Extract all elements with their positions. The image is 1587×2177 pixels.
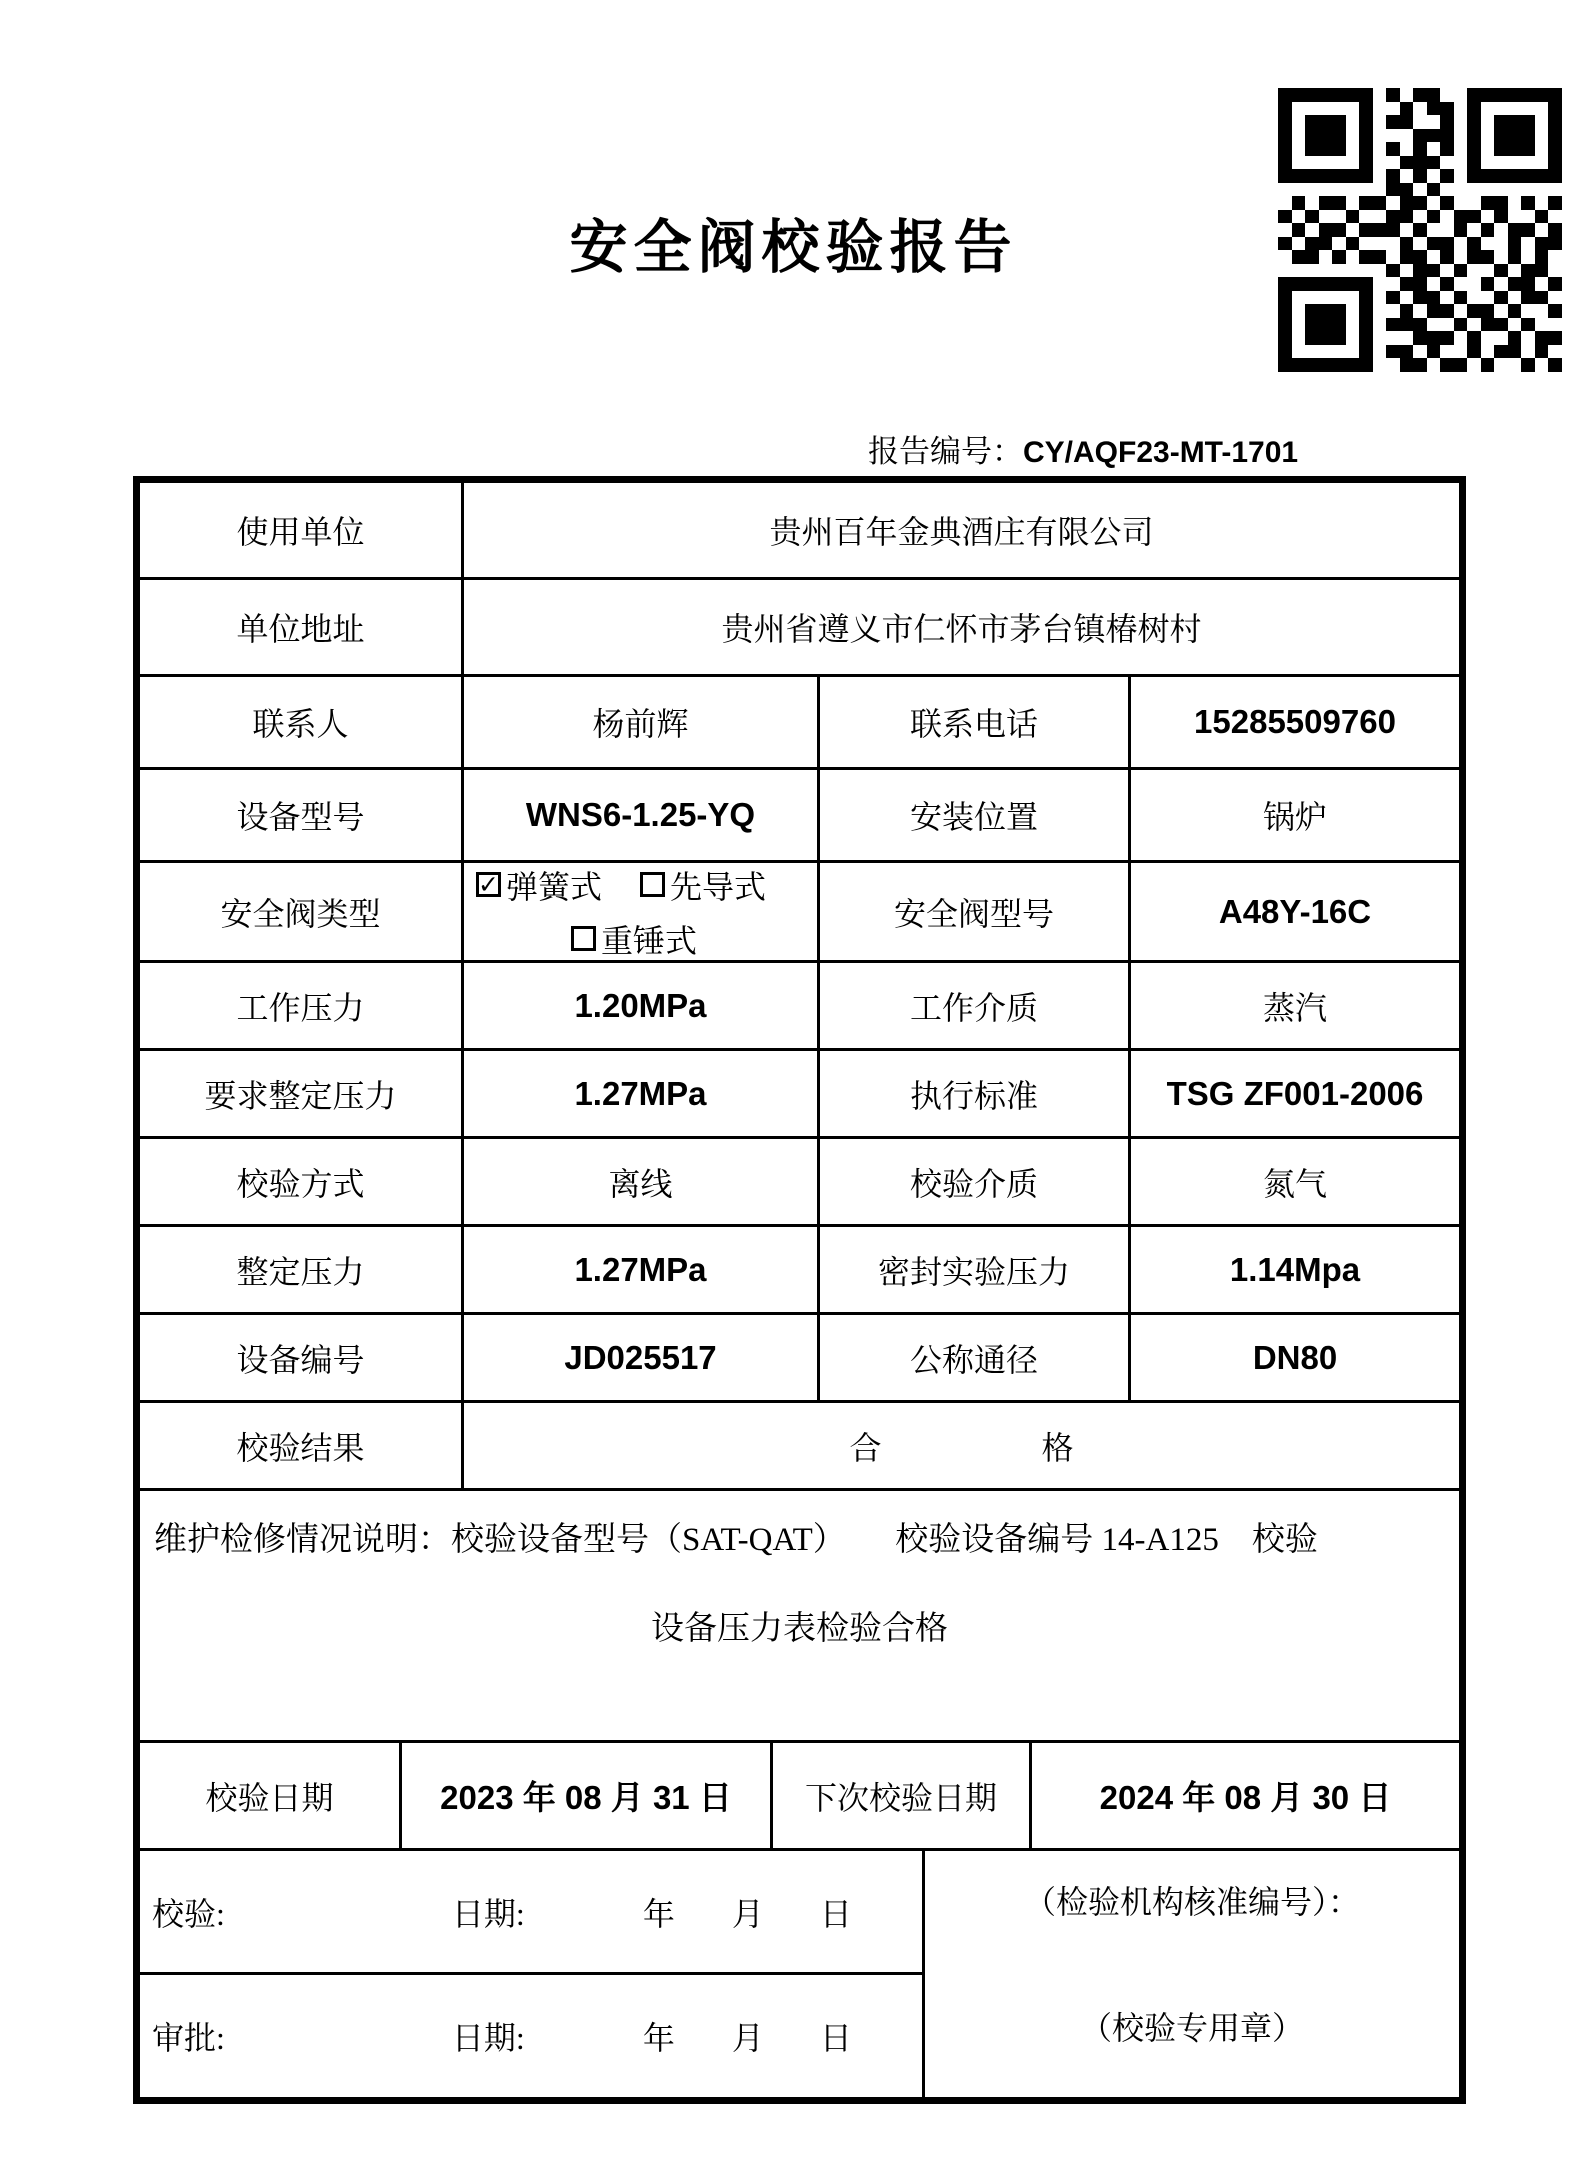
date-label: 日期: [451, 1895, 525, 1932]
field-label-set-pressure: 整定压力 [140, 1227, 464, 1312]
field-label-device-no: 设备编号 [140, 1315, 464, 1400]
calibration-sign-label: 校验: [152, 1895, 225, 1932]
year-label: 年 [642, 2020, 675, 2056]
field-value-unit-address: 贵州省遵义市仁怀市茅台镇椿树村 [721, 611, 1202, 647]
field-label-seal-test-pressure: 密封实验压力 [820, 1227, 1131, 1312]
row-required-set-pressure [140, 1051, 1459, 1139]
field-value-seal-test-pressure: 1.14Mpa [1229, 1250, 1361, 1288]
row-valve-type [140, 863, 1459, 963]
signature-section [140, 1851, 1459, 2097]
field-value-device-no: JD025517 [464, 1315, 820, 1400]
field-value-next-calibration-date: 2024 年 08 月 30 日 [1099, 1779, 1392, 1816]
field-value-install-position: 锅炉 [1262, 799, 1327, 835]
field-label-valve-type: 安全阀类型 [140, 863, 464, 960]
field-value-device-model: WNS6-1.25-YQ [464, 770, 820, 860]
field-value-set-pressure: 1.27MPa [464, 1227, 820, 1312]
row-calibration-date [140, 1743, 1459, 1851]
check-icon: ✓ [478, 870, 499, 899]
report-table [133, 476, 1466, 2104]
field-label-valve-model: 安全阀型号 [820, 863, 1131, 960]
remarks-line2: 设备压力表检验合格 [651, 1611, 948, 1647]
checkbox-weight-label: 重锤式 [601, 922, 698, 959]
field-label-contact: 联系人 [140, 677, 464, 767]
field-label-work-pressure: 工作压力 [140, 963, 464, 1048]
checkbox-weight-box [571, 926, 596, 951]
row-contact [140, 677, 1459, 770]
field-value-contact-phone: 15285509760 [1194, 703, 1396, 740]
field-value-standard: TSG ZF001-2006 [1166, 1074, 1424, 1112]
checkbox-spring-box [476, 872, 501, 897]
field-label-work-medium: 工作介质 [820, 963, 1131, 1048]
valve-type-options [464, 863, 820, 960]
field-value-calibration-date: 2023 年 08 月 31 日 [402, 1743, 773, 1848]
report-number-value: CY/AQF23-MT-1701 [1023, 436, 1299, 469]
signature-calibration-row [140, 1851, 922, 1975]
field-label-required-set-pressure: 要求整定压力 [140, 1051, 464, 1136]
field-label-standard: 执行标准 [820, 1051, 1131, 1136]
row-work-pressure [140, 963, 1459, 1051]
row-result [140, 1403, 1459, 1491]
field-label-install-position: 安装位置 [820, 770, 1131, 860]
remarks-line1: 维护检修情况说明：校验设备型号（SAT-QAT） 校验设备编号 14-A125 校验 [154, 1522, 1318, 1558]
remarks-cell [140, 1513, 1459, 1743]
checkbox-weight-type[interactable] [571, 916, 697, 962]
page-title: 安全阀校验报告 [569, 215, 1018, 280]
field-value-calibration-method: 离线 [464, 1139, 820, 1224]
field-label-unit-address: 单位地址 [140, 580, 464, 674]
field-value-use-unit: 贵州百年金典酒庄有限公司 [769, 514, 1154, 550]
field-value-calibration-medium: 氮气 [1262, 1165, 1327, 1202]
org-approval-number: （检验机构核准编号）： [1023, 1884, 1360, 1920]
checkbox-pilot-type[interactable] [640, 862, 766, 908]
day-label: 日 [819, 2020, 852, 2056]
field-value-valve-model: A48Y-16C [1218, 892, 1372, 930]
field-label-result: 校验结果 [140, 1403, 464, 1488]
field-value-result: 合 格 [849, 1429, 1074, 1466]
field-value-contact: 杨前辉 [464, 677, 820, 767]
checkbox-pilot-label: 先导式 [670, 868, 767, 905]
year-label: 年 [642, 1895, 675, 1932]
row-device-model [140, 770, 1459, 863]
field-label-nominal-diameter: 公称通径 [820, 1315, 1131, 1400]
field-label-device-model: 设备型号 [140, 770, 464, 860]
field-label-next-calibration-date: 下次校验日期 [773, 1743, 1032, 1848]
field-label-calibration-medium: 校验介质 [820, 1139, 1131, 1224]
row-use-unit [140, 483, 1459, 580]
field-label-contact-phone: 联系电话 [820, 677, 1131, 767]
field-label-calibration-method: 校验方式 [140, 1139, 464, 1224]
signature-approval-row [140, 1975, 922, 2097]
row-device-no [140, 1315, 1459, 1403]
field-value-nominal-diameter: DN80 [1252, 1338, 1338, 1376]
approval-sign-label: 审批: [152, 2020, 225, 2056]
checkbox-pilot-box [640, 872, 665, 897]
row-calibration-method [140, 1139, 1459, 1227]
checkbox-spring-type[interactable] [476, 862, 602, 908]
field-value-work-medium: 蒸汽 [1262, 989, 1327, 1026]
date-label: 日期: [451, 2020, 525, 2056]
checkbox-spring-label: 弹簧式 [506, 868, 603, 905]
row-set-pressure [140, 1227, 1459, 1315]
field-label-use-unit: 使用单位 [140, 483, 464, 577]
calibration-seal: （校验专用章） [1079, 2010, 1304, 2046]
qr-code [1278, 88, 1562, 372]
row-unit-address [140, 580, 1459, 677]
field-value-work-pressure: 1.20MPa [464, 963, 820, 1048]
month-label: 月 [731, 2020, 764, 2056]
day-label: 日 [819, 1895, 852, 1932]
report-number-label: 报告编号： [868, 434, 1023, 469]
month-label: 月 [731, 1895, 764, 1932]
seal-area [925, 1851, 1459, 2097]
field-value-required-set-pressure: 1.27MPa [464, 1051, 820, 1136]
report-number [868, 426, 1298, 471]
field-label-calibration-date: 校验日期 [140, 1743, 402, 1848]
